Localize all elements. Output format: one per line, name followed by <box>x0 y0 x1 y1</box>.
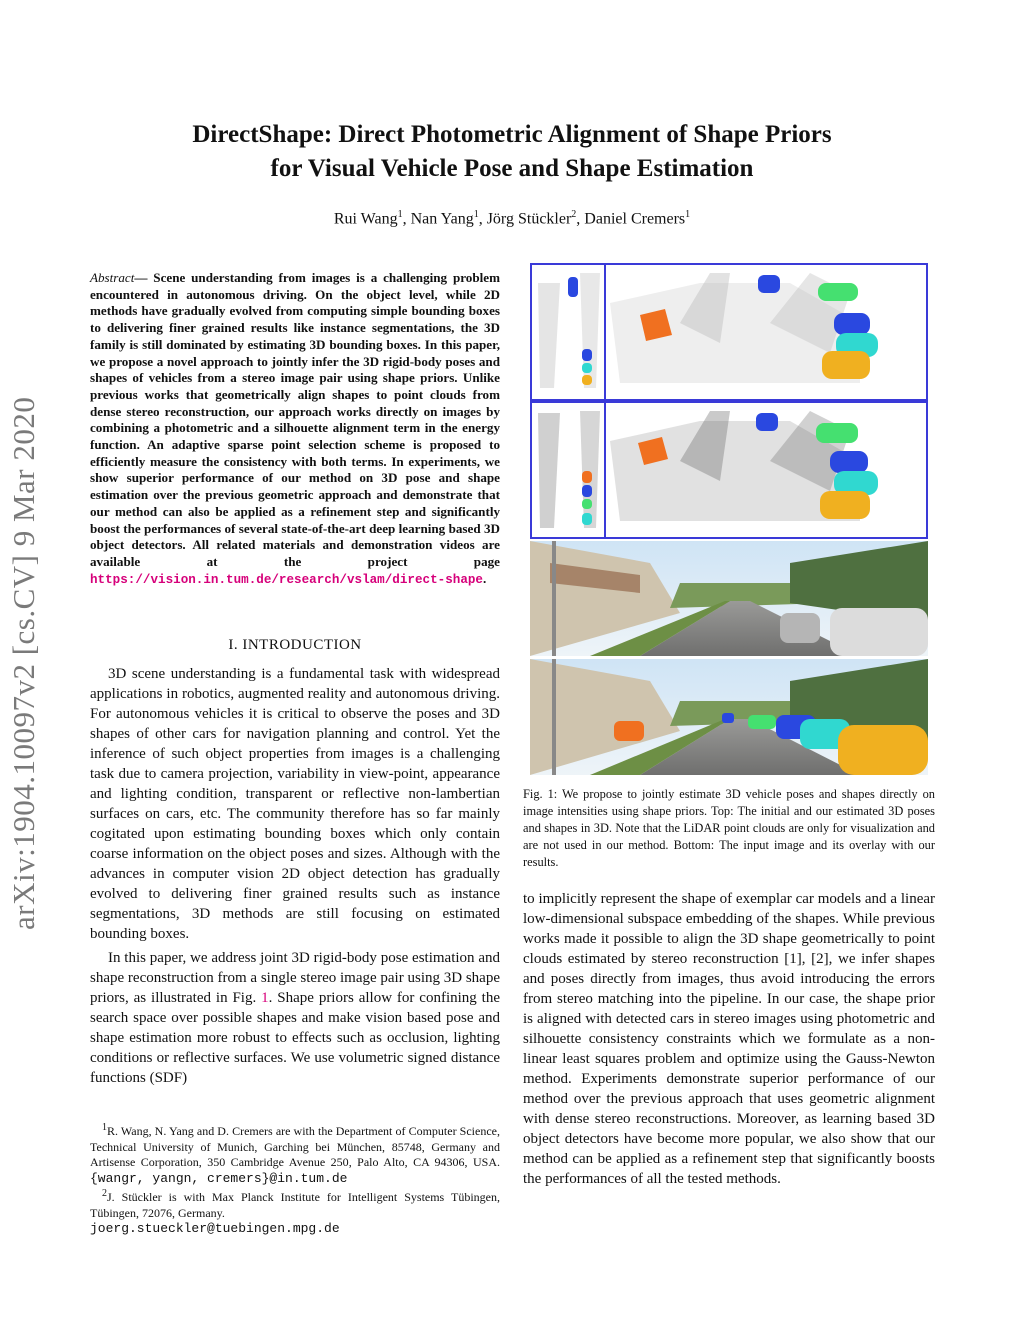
car-shape-green <box>818 283 858 301</box>
footnotes <box>90 1120 500 1237</box>
car-shape-blue <box>756 413 778 431</box>
car-shape-green <box>816 423 858 443</box>
figure-1 <box>530 263 928 775</box>
lidar-points <box>538 411 860 528</box>
overlay-car-orange <box>614 721 644 741</box>
figure-caption: Fig. 1: We propose to jointly estimate 3D vehicle poses and shapes directly on image intensities using shape priors. Top: The initial and our estimated 3D poses and shapes in 3D. Note that the LiDAR point clouds are only for visualization and are not used in our method. Bottom: The input image and its overlay with our results. <box>523 787 935 869</box>
car-shape-blue <box>758 275 780 293</box>
footnote-1 <box>90 1120 500 1186</box>
car-shape-blue <box>582 349 592 361</box>
car-shape-blue <box>830 451 868 473</box>
car-shape-green <box>582 499 592 509</box>
overlay-car-blue <box>722 713 734 723</box>
panel-initial-3d <box>531 264 927 400</box>
author-affiliation: 1 <box>473 209 479 220</box>
footnote-mark: 2 <box>102 1188 107 1199</box>
footnote-mark: 1 <box>102 1122 107 1133</box>
author: Daniel Cremers <box>584 210 686 228</box>
overlay-car-gold <box>838 725 928 775</box>
intro-right-column <box>523 889 935 1189</box>
footnote-2-email: joerg.stueckler@tuebingen.mpg.de <box>90 1221 340 1236</box>
author-list: Rui Wang$^1$, Nan Yang$^1$, Jörg Stückler$^2$, Daniel Cremers$^1$ <box>333 209 691 228</box>
abstract <box>90 270 500 588</box>
intro-paragraph-1: 3D scene understanding is a fundamental task with widespread applications in robotics, augmented reality and autonomous driving. For autonomous vehicles it is critical to observe the poses and 3D shapes of other cars for navigation planning and control. Yet the inference of such object properties from images is a challenging task due to camera projection, variability in view-point, appearance and lighting condition, transparent or reflective non-lambertian surfaces on cars, etc. The community therefore has so far mainly cogitated upon estimating bounding boxes which only contain coarse information on the object poses and sizes. Although with the advances in computer vision 2D object detection has gradually evolved to delivering finer grained results such as instance segmentations, 3D methods are still focusing on estimated bounding boxes. <box>90 666 500 942</box>
intro-left-column <box>90 664 500 1088</box>
paper-title <box>0 118 1024 186</box>
footnote-2 <box>90 1186 500 1221</box>
car-parked-gray <box>780 613 820 643</box>
car-shape-cyan <box>582 363 592 373</box>
section-heading: I. INTRODUCTION <box>228 637 362 653</box>
car-shape-gold <box>822 351 870 379</box>
intro-paragraph-continued: to implicitly represent the shape of exemplar car models and a linear low-dimensional subspace embedding of the shapes. While previous works made it possible to align the 3D shape geometrically to point clouds estimated by stereo reconstruction [1], [2], we infer shapes and poses directly from images, thus avoid introducing the errors from stereo matching into the pipeline. In our case, the shape prior is aligned with detected cars in stereo images using photometric and silhouette consistency constraints which we formulate as a non-linear least squares problem and optimize using the Gauss-Newton method. Experiments demonstrate superior performance of our method over the previous approach that uses geometric alignment with dense stereo reconstructions. Moreover, as learning based 3D object detectors have become more popular, we also show that our method can be applied as a refinement step that significantly boosts the performances of all the tested methods. <box>523 891 935 1187</box>
panel-overlay <box>530 659 928 775</box>
car-shape-orange <box>582 471 592 483</box>
car-shape-blue <box>568 277 578 297</box>
para2-text-b: . Shape priors allow for confining the search space over possible shapes and make vision based pose and shape estimation more robust to effects such as occlusion, lighting conditions or reflective surfaces. We use volumetric signed distance functions (SDF) <box>90 990 501 1086</box>
abstract-end: . <box>483 570 487 586</box>
author-affiliation: 2 <box>571 209 577 220</box>
car-parked-white <box>830 608 928 656</box>
panel-input-image <box>530 541 928 656</box>
arxiv-stamp: arXiv:1904.10097v2 [cs.CV] 9 Mar 2020 <box>6 396 41 930</box>
car-shape-gold <box>820 491 870 519</box>
car-shape-blue <box>582 485 592 497</box>
lamp-pole <box>552 659 556 775</box>
author: Jörg Stückler <box>486 210 572 228</box>
car-shape-blue <box>834 313 870 335</box>
car-shape-gold <box>582 375 592 385</box>
lamp-pole <box>552 541 556 656</box>
intro-paragraph-2 <box>90 948 500 1088</box>
title-line-2: for Visual Vehicle Pose and Shape Estimation <box>270 155 754 182</box>
overlay-car-green <box>748 715 776 729</box>
title-line-1: DirectShape: Direct Photometric Alignment of Shape Priors <box>192 121 832 148</box>
car-shape-cyan <box>582 513 592 525</box>
project-url-link[interactable]: https://vision.in.tum.de/research/vslam/direct-shape <box>90 572 483 587</box>
abstract-text: — Scene understanding from images is a challenging problem encountered in autonomous driving. On the object level, while 2D methods have gradually evolved from computing simple bounding boxes to delivering finer grained results like instance segmentations, the 3D family is still dominated by estimating 3D bounding boxes. In this paper, we propose a novel approach to jointly infer the 3D rigid-body poses and shapes of vehicles from a stereo image pair using shape priors. Unlike previous works that geometrically align shapes to point clouds from dense stereo reconstruction, our approach works directly on images by combining a photometric and a silhouette alignment term in the energy function. An adaptive sparse point selection scheme is proposed to efficiently measure the consistency with both terms. In experiments, we show superior performance of our method on 3D pose and shape estimation over the previous geometric approach and demonstrate that our method can also be applied as a refinement step and significantly boost the performances of several state-of-the-art deep learning based 3D object detectors. All related materials and demonstration videos are available at the project page <box>90 270 500 569</box>
figure-reference-link[interactable]: 1 <box>261 990 269 1006</box>
para2-text-a: In this paper, we address joint 3D rigid-body pose estimation and shape reconstruction from a single stereo image pair using 3D shape priors, as illustrated in Fig. <box>90 950 500 1006</box>
abstract-lead: Abstract <box>90 270 135 285</box>
author: Rui Wang <box>333 210 398 228</box>
footnote-1-email: {wangr, yangn, cremers}@in.tum.de <box>90 1170 348 1186</box>
footnote-2-text: J. Stückler is with Max Planck Institute for Intelligent Systems Tübingen, Tübingen, 72076, Germany. <box>90 1190 500 1220</box>
panel-estimated-3d <box>531 402 927 538</box>
author-affiliation: 1 <box>685 209 691 220</box>
footnote-1-text: R. Wang, N. Yang and D. Cremers are with the Department of Computer Science, Technical University of Munich, Garching bei München, 85748, Germany and Artisense Corporation, 350 Cambridge Avenue 250, Palo Alto, CA 94306, USA. <box>90 1124 500 1169</box>
author-affiliation: 1 <box>397 209 403 220</box>
author: Nan Yang <box>410 210 474 228</box>
